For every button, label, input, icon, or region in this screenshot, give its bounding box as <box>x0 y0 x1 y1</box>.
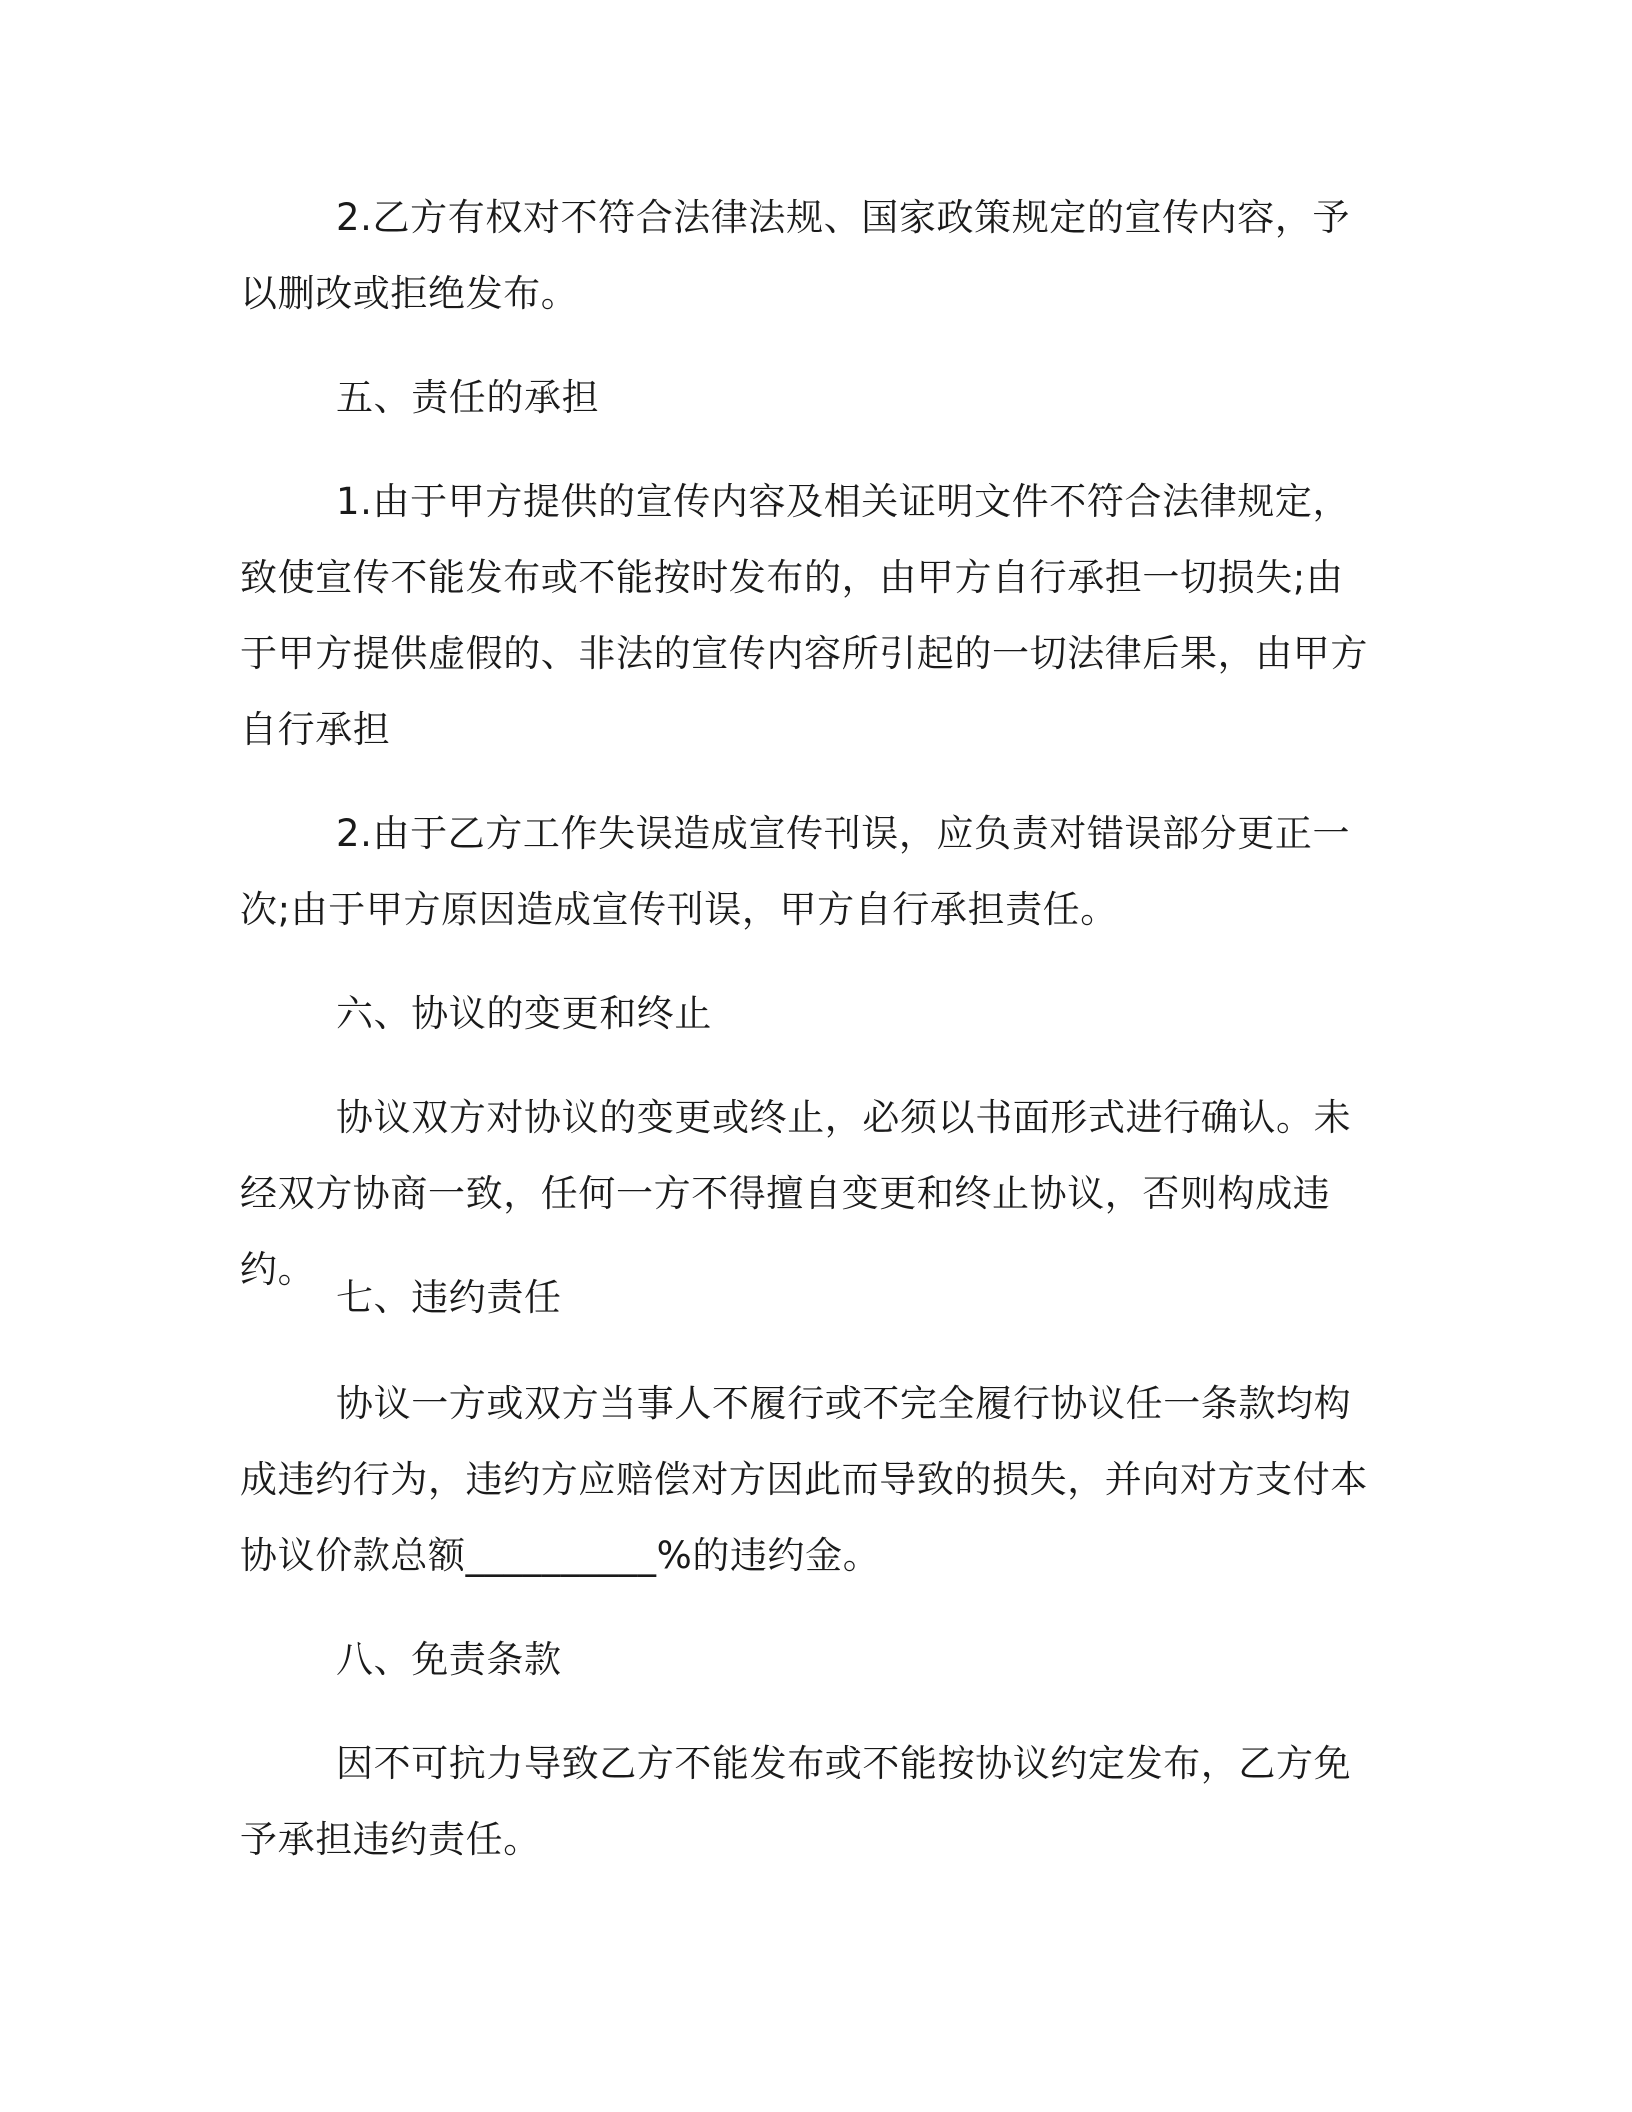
section-heading-7: 七、违约责任 <box>336 1276 562 1319</box>
clause-4-item-2: 2.乙方有权对不符合法律法规、国家政策规定的宣传内容，予以删改或拒绝发布。 <box>240 196 1351 315</box>
clause-7-text: 协议一方或双方当事人不履行或不完全履行协议任一条款均构成违约行为，违约方应赔偿对方因此而导致的损失，并向对方支付本协议价款总额__________%的违约金。 <box>240 1382 1368 1577</box>
clause-6-text: 协议双方对协议的变更或终止，必须以书面形式进行确认。未经双方协商一致，任何一方不得擅自变更和终止协议，否则构成违约。 <box>240 1096 1352 1291</box>
clause-5-item-2: 2.由于乙方工作失误造成宣传刊误，应负责对错误部分更正一次;由于甲方原因造成宣传刊误，甲方自行承担责任。 <box>240 812 1351 931</box>
section-heading-5: 五、责任的承担 <box>336 376 600 419</box>
clause-8-text: 因不可抗力导致乙方不能发布或不能按协议约定发布，乙方免予承担违约责任。 <box>240 1742 1352 1861</box>
section-heading-6: 六、协议的变更和终止 <box>336 992 712 1035</box>
section-heading-8: 八、免责条款 <box>336 1638 562 1681</box>
clause-5-item-1: 1.由于甲方提供的宣传内容及相关证明文件不符合法律规定，致使宣传不能发布或不能按时发布的，由甲方自行承担一切损失;由于甲方提供虚假的、非法的宣传内容所引起的一切法律后果，由甲方自行承担 <box>240 480 1368 751</box>
